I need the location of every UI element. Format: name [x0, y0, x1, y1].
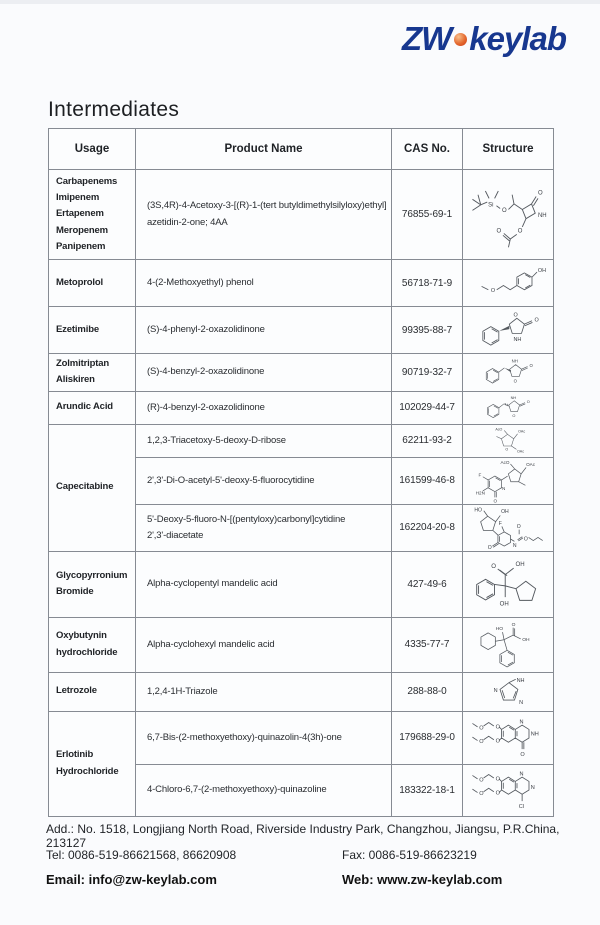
structure-cyclopentyl-mandelic-acid	[465, 555, 551, 613]
footer-email-web	[46, 872, 566, 887]
table-row	[49, 551, 554, 617]
product-name-cell: 4-(2-Methoxyethyl) phenol	[136, 260, 392, 307]
cas-cell: 62211-93-2	[392, 424, 463, 457]
table-row	[49, 391, 554, 424]
svg-text:OH: OH	[499, 600, 509, 608]
svg-text:Cl: Cl	[518, 804, 524, 811]
svg-text:H2N: H2N	[476, 490, 486, 496]
svg-text:O: O	[501, 207, 507, 214]
page-title: Intermediates	[48, 98, 180, 121]
structure-cell	[463, 260, 554, 307]
cas-cell: 99395-88-7	[392, 307, 463, 354]
cas-cell: 288-88-0	[392, 672, 463, 711]
product-name-cell: 4-Chloro-6,7-(2-methoxyethoxy)-quinazoline	[136, 764, 392, 816]
svg-text:OAc: OAc	[526, 461, 536, 467]
svg-text:O: O	[491, 288, 496, 295]
table-row	[49, 354, 554, 392]
svg-text:N: N	[519, 771, 524, 778]
svg-text:N: N	[519, 699, 524, 706]
product-name-cell: 1,2,3-Triacetoxy-5-deoxy-D-ribose	[136, 424, 392, 457]
col-header-structure: Structure	[463, 129, 554, 170]
cas-cell: 76855-69-1	[392, 170, 463, 260]
svg-text:O: O	[513, 312, 519, 319]
svg-text:N: N	[530, 785, 535, 792]
usage-cell: Capecitabine	[49, 424, 136, 551]
structure-cell	[463, 617, 554, 672]
svg-text:AcO: AcO	[500, 459, 510, 465]
table-row	[49, 307, 554, 354]
svg-text:N: N	[493, 687, 498, 694]
svg-text:O: O	[491, 563, 496, 571]
product-name-cell: Alpha-cyclohexyl mandelic acid	[136, 617, 392, 672]
footer-tel: Tel: 0086-519-86621568, 86620908	[46, 848, 237, 862]
product-name-cell: (R)-4-benzyl-2-oxazolidinone	[136, 391, 392, 424]
footer-web: Web: www.zw-keylab.com	[342, 872, 503, 887]
structure-triacetoxy-ribose	[482, 426, 533, 456]
table-header-row	[49, 129, 554, 170]
cas-cell: 90719-32-7	[392, 354, 463, 392]
svg-text:AcO: AcO	[495, 427, 503, 432]
svg-text:O: O	[478, 725, 484, 732]
structure-cyclohexyl-mandelic-acid	[473, 620, 543, 670]
intermediates-table	[48, 128, 554, 817]
svg-text:O: O	[478, 777, 484, 784]
svg-text:HO: HO	[495, 626, 504, 632]
svg-text:O: O	[495, 228, 501, 235]
cas-cell: 179688-29-0	[392, 711, 463, 764]
table-row	[49, 170, 554, 260]
table-row	[49, 672, 554, 711]
svg-text:O: O	[478, 791, 484, 798]
svg-text:NH: NH	[513, 336, 522, 343]
table-row	[49, 711, 554, 764]
usage-cell: Ezetimibe	[49, 307, 136, 354]
structure-cell	[463, 551, 554, 617]
structure-4aa	[466, 179, 551, 251]
svg-text:O: O	[487, 544, 492, 550]
svg-text:N: N	[512, 542, 517, 549]
svg-text:O: O	[505, 447, 509, 452]
svg-text:O: O	[478, 738, 484, 745]
svg-text:HO: HO	[474, 507, 482, 514]
svg-text:O: O	[537, 190, 543, 197]
structure-cell	[463, 504, 554, 551]
svg-text:O: O	[493, 497, 498, 503]
svg-text:O: O	[513, 378, 517, 384]
svg-text:NH: NH	[510, 394, 517, 400]
usage-cell: Arundic Acid	[49, 391, 136, 424]
svg-text:O: O	[523, 536, 528, 543]
svg-text:O: O	[534, 317, 540, 324]
svg-text:NH: NH	[516, 677, 525, 684]
col-header-cas: CAS No.	[392, 129, 463, 170]
svg-text:O: O	[516, 523, 521, 530]
svg-text:N: N	[519, 719, 524, 726]
svg-text:Si: Si	[487, 202, 494, 209]
usage-cell: Carbapenems Imipenem Ertapenem Meropenem Panipenem	[49, 170, 136, 260]
footer-address: Add.: No. 1518, Longjiang North Road, Riverside Industry Park, Changzhou, Jiangsu, P.R.China, 213127	[46, 822, 560, 850]
svg-text:O: O	[512, 412, 516, 418]
product-name-cell: 1,2,4-1H-Triazole	[136, 672, 392, 711]
cas-cell: 4335-77-7	[392, 617, 463, 672]
svg-text:NH: NH	[537, 212, 547, 219]
logo-dot-icon	[454, 33, 467, 46]
usage-cell: Oxybutynin hydrochloride	[49, 617, 136, 672]
logo-zw: ZW	[401, 20, 452, 57]
svg-text:O: O	[495, 776, 500, 783]
cas-cell: 56718-71-9	[392, 260, 463, 307]
product-name-cell: 2',3'-Di-O-acetyl-5'-deoxy-5-fluorocytidine	[136, 457, 392, 504]
svg-text:O: O	[529, 363, 533, 369]
svg-text:O: O	[495, 724, 500, 731]
product-name-cell: 6,7-Bis-(2-methoxyethoxy)-quinazolin-4(3h)-one	[136, 711, 392, 764]
table-row	[49, 424, 554, 457]
structure-diacetyl-fluorocytidine	[475, 459, 540, 503]
structure-r-benzyl-oxazolidinone	[480, 393, 535, 423]
footer-email: Email: info@zw-keylab.com	[46, 872, 217, 887]
svg-text:NH: NH	[530, 731, 539, 738]
product-name-cell: 5'-Deoxy-5-fluoro-N-[(pentyloxy)carbonyl]cytidine 2',3'-diacetate	[136, 504, 392, 551]
svg-text:OAc: OAc	[517, 449, 525, 454]
structure-cell	[463, 672, 554, 711]
structure-methoxyethyl-phenol	[469, 262, 546, 304]
structure-cell	[463, 711, 554, 764]
cas-cell: 427-49-6	[392, 551, 463, 617]
structure-chloro-quinazoline	[469, 766, 548, 814]
structure-cell	[463, 764, 554, 816]
svg-text:O: O	[519, 751, 525, 758]
svg-text:O: O	[511, 622, 516, 628]
product-name-cell: (S)-4-phenyl-2-oxazolidinone	[136, 307, 392, 354]
usage-cell: Metoprolol	[49, 260, 136, 307]
col-header-usage: Usage	[49, 129, 136, 170]
svg-text:NH: NH	[511, 358, 518, 364]
structure-pentyloxycarbonyl-cytidine-diacetate	[472, 506, 544, 550]
structure-phenyl-oxazolidinone	[469, 309, 546, 351]
svg-text:N: N	[502, 485, 506, 491]
structure-s-benzyl-oxazolidinone	[478, 356, 539, 389]
usage-cell: Erlotinib Hydrochloride	[49, 711, 136, 816]
cas-cell: 161599-46-8	[392, 457, 463, 504]
structure-triazole	[469, 675, 547, 709]
company-logo	[402, 20, 566, 58]
product-name-cell: (3S,4R)-4-Acetoxy-3-[(R)-1-(tert butyldimethylsilyloxy)ethyl] azetidin-2-one; 4AA	[136, 170, 392, 260]
product-name-cell: Alpha-cyclopentyl mandelic acid	[136, 551, 392, 617]
svg-text:OH: OH	[515, 561, 525, 569]
usage-cell: Glycopyrronium Bromide	[49, 551, 136, 617]
structure-cell	[463, 424, 554, 457]
logo-keylab: keylab	[469, 20, 566, 57]
svg-text:OAc: OAc	[518, 429, 526, 434]
svg-text:O: O	[495, 790, 500, 797]
svg-text:OH: OH	[538, 268, 547, 275]
structure-cell	[463, 354, 554, 392]
product-name-cell: (S)-4-benzyl-2-oxazolidinone	[136, 354, 392, 392]
footer-tel-fax	[46, 848, 566, 862]
svg-text:OH: OH	[500, 508, 509, 515]
svg-text:OH: OH	[522, 637, 530, 643]
svg-text:O: O	[517, 228, 522, 235]
structure-cell	[463, 391, 554, 424]
structure-cell	[463, 170, 554, 260]
svg-text:O: O	[527, 398, 531, 404]
structure-cell	[463, 457, 554, 504]
cas-cell: 162204-20-8	[392, 504, 463, 551]
col-header-product-name: Product Name	[136, 129, 392, 170]
cas-cell: 102029-44-7	[392, 391, 463, 424]
table-row	[49, 617, 554, 672]
svg-text:O: O	[495, 737, 500, 744]
structure-quinazolinone	[469, 714, 548, 762]
structure-cell	[463, 307, 554, 354]
svg-text:F: F	[478, 472, 482, 478]
cas-cell: 183322-18-1	[392, 764, 463, 816]
usage-cell: Zolmitriptan Aliskiren	[49, 354, 136, 392]
svg-text:F: F	[498, 520, 502, 527]
footer-fax: Fax: 0086-519-86623219	[342, 848, 477, 862]
usage-cell: Letrozole	[49, 672, 136, 711]
table-row	[49, 260, 554, 307]
